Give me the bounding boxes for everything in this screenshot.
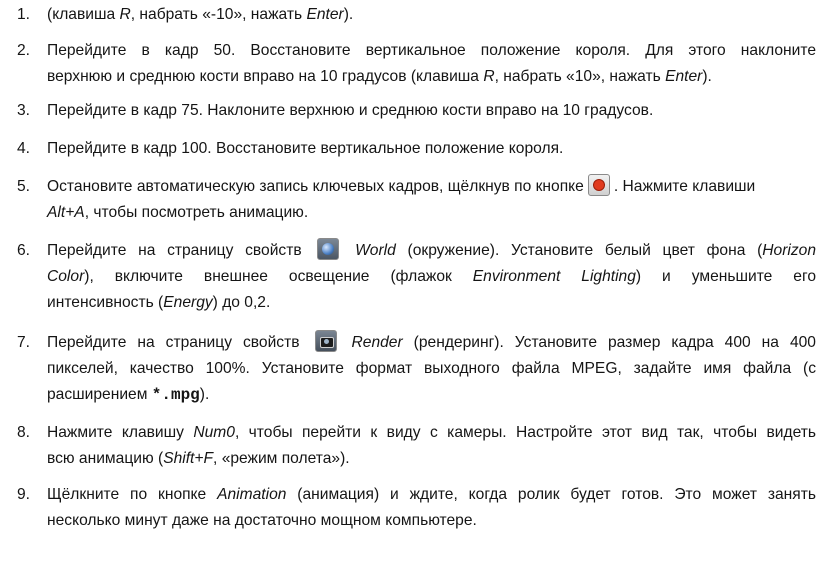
item-number: 7. xyxy=(17,334,31,351)
key-name: Alt+A xyxy=(47,204,85,221)
item-text xyxy=(47,2,816,28)
text-run: ) до 0,2. xyxy=(212,294,271,311)
text-run: Нажмите клавишу xyxy=(47,424,194,441)
item-number: 5. xyxy=(17,178,31,195)
text-run: всю анимацию ( xyxy=(47,450,164,467)
item-text xyxy=(47,238,816,316)
item-number: 2. xyxy=(17,42,31,59)
text-line: несколько минут даже на достаточно мощном компьютере. xyxy=(47,512,477,529)
render-icon[interactable] xyxy=(315,330,337,352)
setting-name: Horizon xyxy=(762,242,816,259)
item-number: 3. xyxy=(17,102,31,119)
setting-name: Energy xyxy=(163,294,213,311)
text-run: , «режим полета»). xyxy=(213,450,350,467)
record-icon[interactable] xyxy=(588,174,610,196)
item-number: 4. xyxy=(17,140,31,157)
text-line: Перейдите в кадр 75. Наклоните верхнюю и среднюю кости вправо на 10 градусов. xyxy=(47,102,654,119)
text-run: верхнюю и среднюю кости вправо на 10 градусов (клавиша xyxy=(47,68,484,85)
text-run: ). xyxy=(199,386,210,403)
text-run: Перейдите на страницу свойств xyxy=(47,334,300,351)
text-run: , чтобы перейти к виду с камеры. Настройте этот вид так, чтобы видеть xyxy=(234,424,816,441)
item-text xyxy=(47,38,816,90)
panel-name: World xyxy=(355,242,396,259)
text-line: пикселей, качество 100%. Установите формат выходного файла MPEG, задайте имя файла (с xyxy=(47,360,816,377)
setting-name: Color xyxy=(47,268,85,285)
item-text xyxy=(47,136,816,162)
text-run: , набрать «-10», нажать xyxy=(130,6,307,23)
item-text xyxy=(47,420,816,472)
item-text xyxy=(47,174,816,226)
text-run: (клавиша xyxy=(47,6,120,23)
text-run: ). xyxy=(702,68,712,85)
item-text xyxy=(47,482,816,534)
text-run: интенсивность ( xyxy=(47,294,164,311)
item-number: 6. xyxy=(17,242,31,259)
key-name: R xyxy=(119,6,131,23)
text-line: Перейдите в кадр 50. Восстановите вертикальное положение короля. Для этого наклоните xyxy=(47,42,816,59)
text-run: Перейдите на страницу свойств xyxy=(47,242,302,259)
file-extension: *.mpg xyxy=(151,386,200,404)
item-number: 8. xyxy=(17,424,31,441)
button-name: Animation xyxy=(217,486,287,503)
key-name: Num0 xyxy=(193,424,235,441)
setting-name: Environment Lighting xyxy=(472,268,636,285)
text-run: . Нажмите клавиши xyxy=(613,178,756,195)
key-name: Enter xyxy=(665,68,703,85)
text-line: Перейдите в кадр 100. Восстановите вертикальное положение короля. xyxy=(47,140,564,157)
key-name: Shift+F xyxy=(163,450,214,467)
text-run: расширением xyxy=(47,386,152,403)
text-run: , чтобы посмотреть анимацию. xyxy=(84,204,309,221)
text-run: ). xyxy=(343,6,354,23)
text-run: (рендеринг). Установите размер кадра 400 на 400 xyxy=(402,334,816,351)
item-text xyxy=(47,330,816,408)
text-run: (анимация) и ждите, когда ролик будет готов. Это может занять xyxy=(286,486,816,503)
world-icon[interactable] xyxy=(317,238,339,260)
text-run: Остановите автоматическую запись ключевых кадров, щёлкнув по кнопке xyxy=(47,178,584,195)
key-name: Enter xyxy=(306,6,344,23)
panel-name: Render xyxy=(351,334,403,351)
text-run: ) и уменьшите его xyxy=(635,268,816,285)
text-run: , набрать «10», нажать xyxy=(494,68,666,85)
text-run: ), включите внешнее освещение (флажок xyxy=(84,268,473,285)
key-name: R xyxy=(483,68,495,85)
text-run: (окружение). Установите белый цвет фона ( xyxy=(395,242,763,259)
text-run: Щёлкните по кнопке xyxy=(47,486,218,503)
item-number: 1. xyxy=(17,6,31,23)
item-text xyxy=(47,98,816,124)
item-number: 9. xyxy=(17,486,31,503)
